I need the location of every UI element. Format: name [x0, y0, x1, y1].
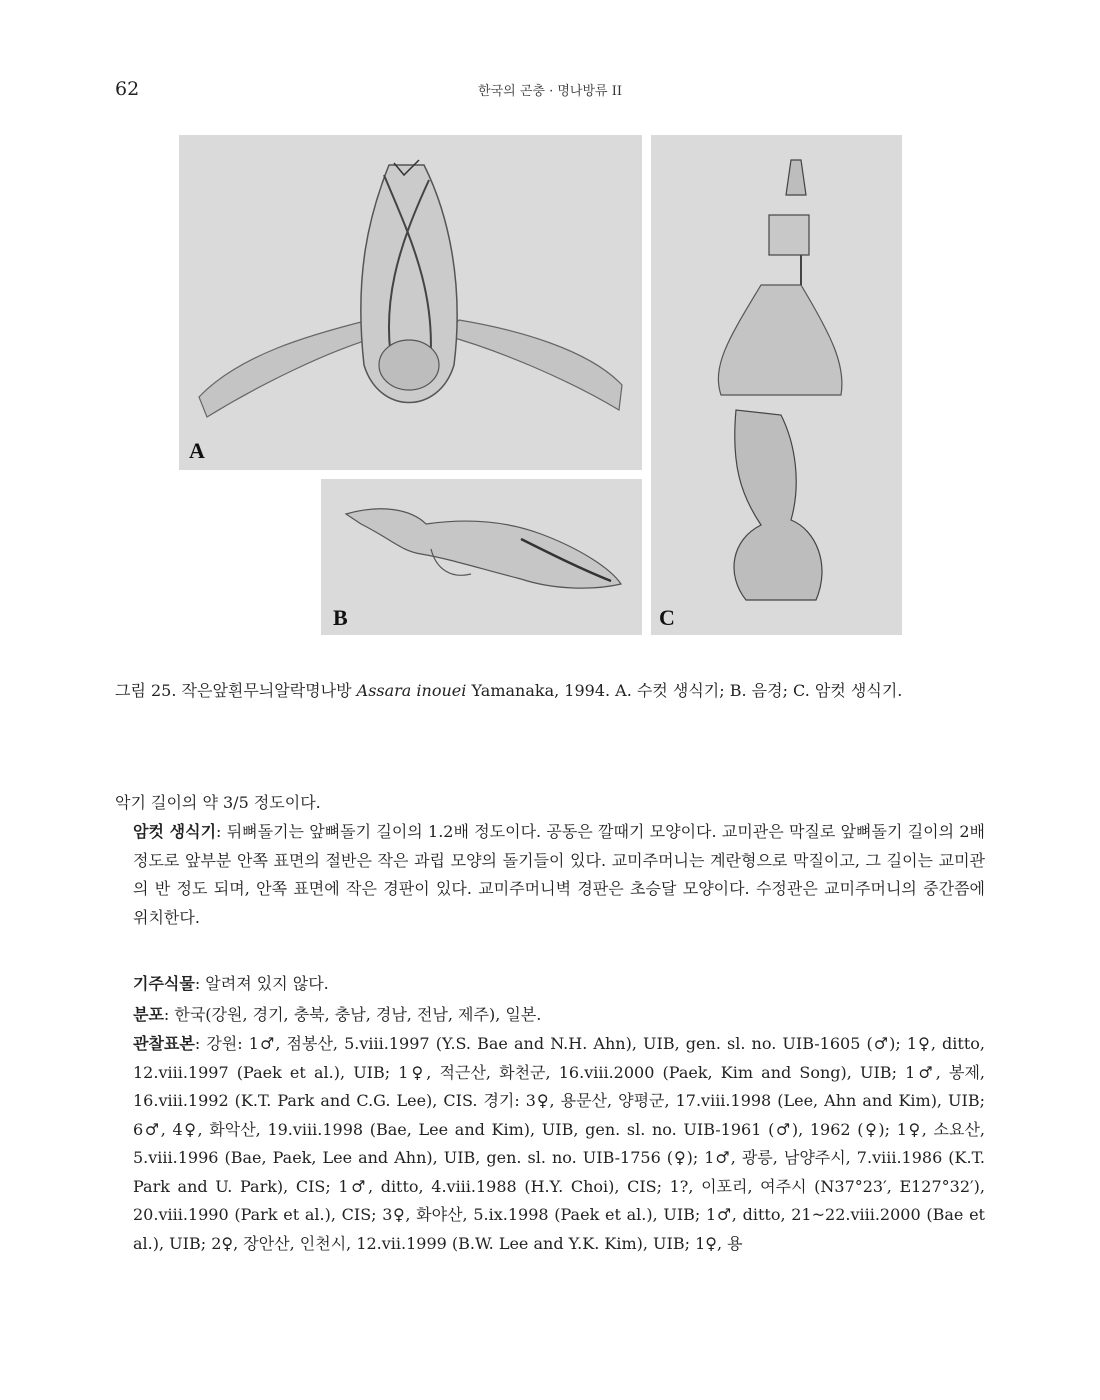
female-genitalia-paragraph	[115, 818, 985, 932]
caption-species: Assara inouei	[356, 681, 467, 700]
female-body: : 뒤뼈돌기는 앞뼈돌기 길이의 1.2배 정도이다. 공동은 깔때기 모양이다. 교미관은 막질로 앞뼈돌기 길이의 2배 정도로 앞부분 안쪽 표면의 절반은 작은 과립 모양의 돌기들이 있다. 교미주머니는 계란형으로 막질이고, 그 길이는 교미관의 반 정도 되며, 안쪽 표면에 작은 경판이 있다. 교미주머니벽 경판은 초승달 모양이다. 수정관은 교미주머니의 중간쯤에 위치한다.	[133, 822, 985, 927]
male-genitalia-illustration	[179, 135, 642, 470]
continuation-paragraph	[115, 789, 967, 818]
host-heading: 기주식물	[133, 974, 195, 993]
figure-panel-b	[321, 479, 642, 635]
specimens-paragraph	[115, 1030, 985, 1258]
host-plant-paragraph	[115, 970, 985, 999]
panel-label-b: B	[333, 605, 348, 630]
panel-label-a: A	[189, 438, 205, 463]
continuation-text: 악기 길이의 약 3/5 정도이다.	[115, 793, 321, 812]
caption-suffix: Yamanaka, 1994. A. 수컷 생식기; B. 음경; C. 암컷 생식기.	[466, 681, 903, 700]
page-number: 62	[115, 78, 140, 100]
female-genitalia-illustration	[651, 135, 902, 635]
distribution-paragraph	[115, 1001, 985, 1030]
figure-panel-a	[179, 135, 642, 470]
female-heading: 암컷 생식기	[133, 822, 217, 841]
running-header: 한국의 곤충 · 명나방류 II	[478, 84, 622, 99]
figure-panel-c	[651, 135, 902, 635]
figure-caption	[115, 676, 967, 706]
distribution-heading: 분포	[133, 1005, 164, 1024]
distribution-body: : 한국(강원, 경기, 충북, 충남, 경남, 전남, 제주), 일본.	[163, 1005, 542, 1024]
panel-label-c: C	[659, 605, 675, 630]
host-body: : 알려져 있지 않다.	[194, 974, 329, 993]
specimens-heading: 관찰표본	[133, 1034, 195, 1053]
caption-prefix: 그림 25. 작은앞흰무늬알락명나방	[115, 681, 357, 700]
aedeagus-illustration	[321, 479, 642, 635]
specimens-body: : 강원: 1♂, 점봉산, 5.viii.1997 (Y.S. Bae and N.H. Ahn), UIB, gen. sl. no. UIB-1605 (♂); 1♀, ditto, 12.viii.1997 (Paek et al.), UIB; 1♀, 적근산, 화천군, 16.viii.2000 (Paek, Kim and Song), UIB; 1♂, 봉제, 16.viii.1992 (K.T. Park and C.G. Lee), CIS. 경기: 3♀, 용문산, 양평군, 17.viii.1998 (Lee, Ahn and Kim), UIB; 6♂, 4♀, 화악산, 19.viii.1998 (Bae, Lee and Kim), UIB, gen. sl. no. UIB-1961 (♂), 1962 (♀); 1♀, 소요산, 5.viii.1996 (Bae, Paek, Lee and Ahn), UIB, gen. sl. no. UIB-1756 (♀); 1♂, 광릉, 남양주시, 7.viii.1986 (K.T. Park and U. Park), CIS; 1♂, ditto, 4.viii.1988 (H.Y. Choi), CIS; 1?, 이포리, 여주시 (N37°23′, E127°32′), 20.viii.1990 (Park et al.), CIS; 3♀, 화야산, 5.ix.1998 (Paek et al.), UIB; 1♂, ditto, 21~22.viii.2000 (Bae et al.), UIB; 2♀, 장안산, 인천시, 12.vii.1999 (B.W. Lee and Y.K. Kim), UIB; 1♀, 용	[133, 1034, 985, 1253]
